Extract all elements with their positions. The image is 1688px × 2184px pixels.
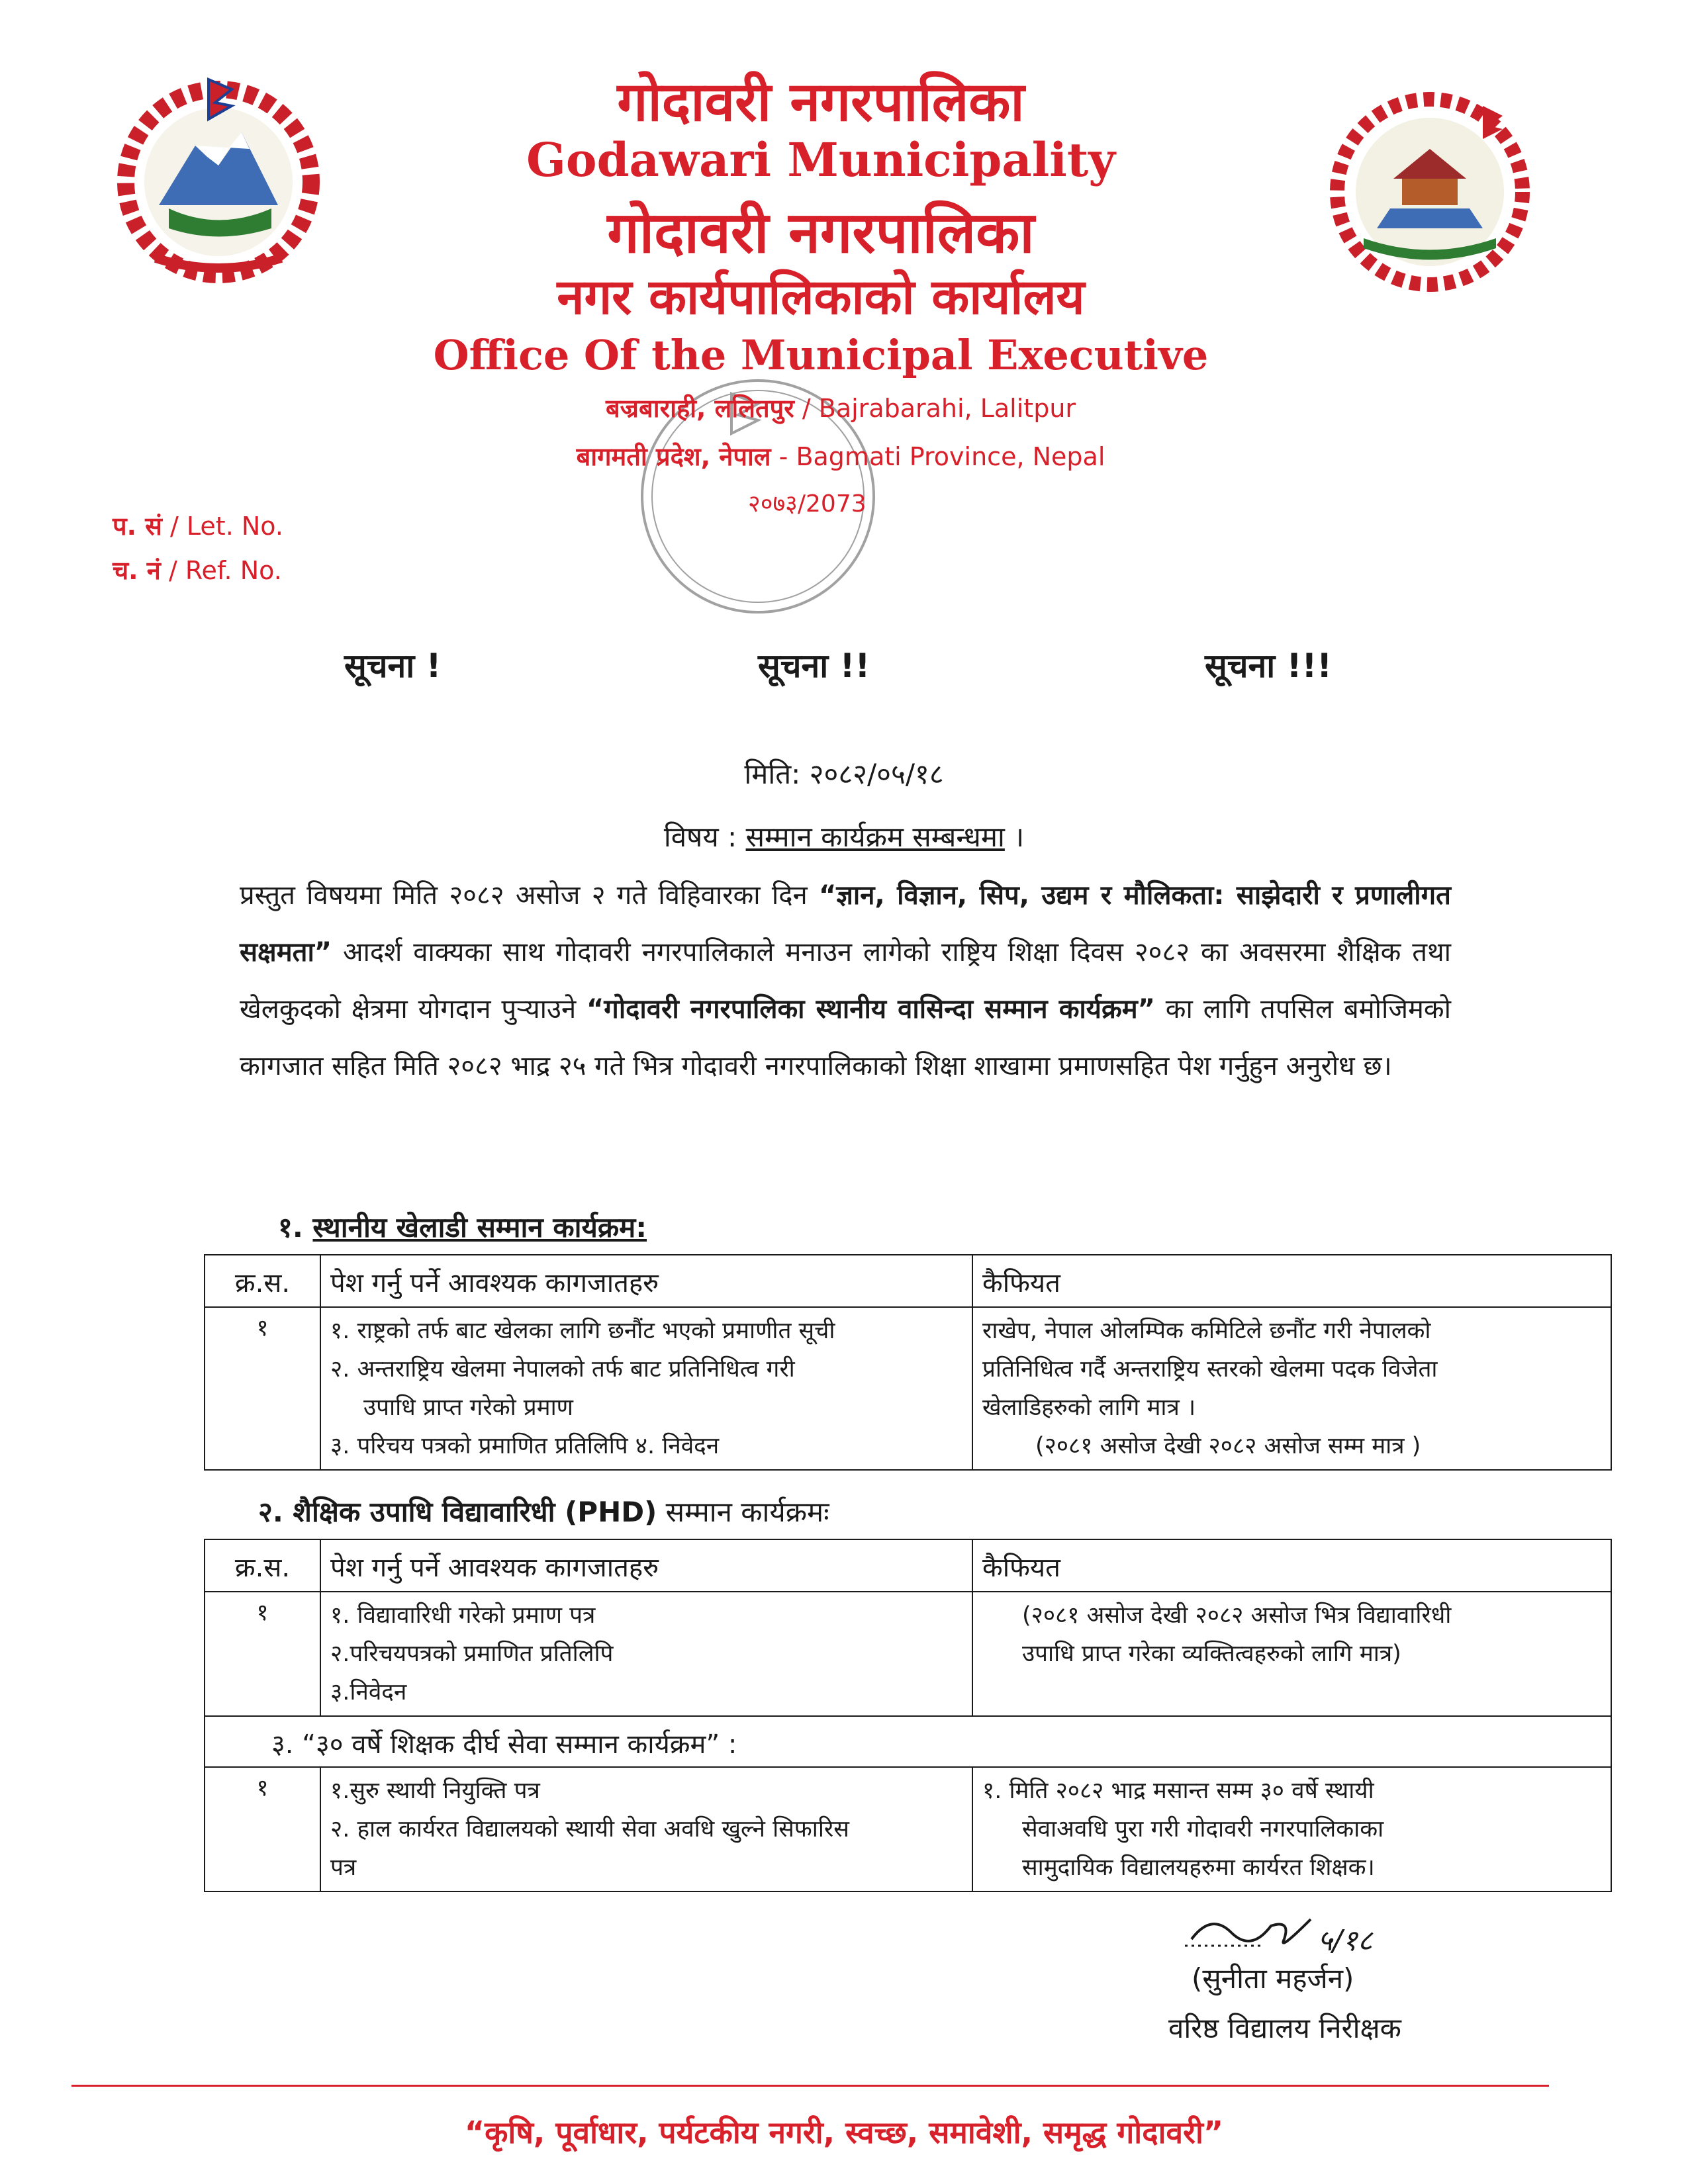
header-documents: पेश गर्नु पर्ने आवश्यक कागजातहरु — [320, 1255, 972, 1307]
footer-divider — [71, 2085, 1549, 2087]
municipality-name-np-stylized: गोदावरी नगरपालिका — [607, 200, 1035, 266]
subject-line — [0, 817, 1688, 855]
section-3-heading: ३. “३० वर्षे शिक्षक दीर्घ सेवा सम्मान कार्यक्रम” : — [205, 1716, 1611, 1767]
municipality-name-np: गोदावरी नगरपालिका — [617, 71, 1025, 134]
footer-motto: “कृषि, पूर्वाधार, पर्यटकीय नगरी, स्वच्छ, समावेशी, समृद्ध गोदावरी” — [464, 2115, 1224, 2150]
section-1-title: स्थानीय खेलाडी सम्मान कार्यक्रम: — [312, 1211, 647, 1244]
header-documents: पेश गर्नु पर्ने आवश्यक कागजातहरु — [320, 1539, 972, 1592]
address-1-en: Bajrabarahi, Lalitpur — [818, 394, 1076, 423]
signature-icon — [1185, 1899, 1331, 1959]
body-text-2: आदर्श वाक्यका साथ गोदावरी नगरपालिकाले मनाउन लागेको राष्ट्रिय शिक्षा दिवस २०८२ का अवसरमा शैक्षिक तथा खेलकुदको क्षेत्रमा योगदान पुर्‍याउने — [240, 937, 1451, 1024]
ref-no-en: Ref. No. — [185, 556, 282, 585]
section-2-title-rest: सम्मान कार्यक्रमः — [657, 1496, 829, 1528]
subject-label: विषय : — [663, 821, 737, 853]
document-item: पत्र — [330, 1854, 357, 1881]
document-item: २. अन्तराष्ट्रिय खेलमा नेपालको तर्फ बाट प्रतिनिधित्व गरी — [330, 1356, 795, 1383]
remark-line: १. मिति २०८२ भाद्र मसान्त सम्म ३० वर्षे स्थायी — [982, 1778, 1374, 1804]
subject-text: सम्मान कार्यक्रम सम्बन्धमा — [745, 821, 1005, 853]
table-header-row — [205, 1539, 1611, 1592]
body-text-3: का लागि तपसिल बमोजिमको कागजात सहित मिति २०८२ भाद्र २५ गते भित्र गोदावरी नगरपालिकाको शिक्षा शाखामा प्रमाणसहित पेश गर्नुहुन अनुरोध छ। — [240, 994, 1452, 1081]
address-line-2: बागमती प्रदेश, नेपाल - Bagmati Province, Nepal — [576, 442, 1105, 471]
remark-line: सेवाअवधि पुरा गरी गोदावरी नगरपालिकाका — [1022, 1816, 1384, 1843]
row-documents — [320, 1307, 972, 1470]
row-documents — [320, 1592, 972, 1716]
row-documents — [320, 1767, 972, 1891]
document-item: उपाधि प्राप्त गरेको प्रमाण — [363, 1394, 573, 1421]
row-remarks — [972, 1307, 1611, 1470]
row-sn: १ — [205, 1307, 320, 1470]
municipality-name-en: Godawari Municipality — [526, 132, 1115, 187]
document-item: २. हाल कार्यरत विद्यालयको स्थायी सेवा अवधि खुल्ने सिफारिस — [330, 1816, 849, 1843]
document-item: १. विद्यावारिधी गरेको प्रमाण पत्र — [330, 1602, 596, 1629]
section-1-number: १. — [278, 1211, 303, 1244]
body-paragraph — [240, 867, 1451, 1095]
remark-line: (२०८१ असोज देखी २०८२ असोज सम्म मात्र ) — [1035, 1433, 1421, 1459]
header-remarks: कैफियत — [972, 1539, 1611, 1592]
remark-line: उपाधि प्राप्त गरेका व्यक्तित्वहरुको लागि मात्र) — [1022, 1641, 1401, 1667]
header-sn: क्र.स. — [205, 1255, 320, 1307]
let-no-en: Let. No. — [186, 512, 283, 541]
section-2-heading — [258, 1492, 829, 1530]
section-1-heading — [278, 1208, 647, 1246]
let-no-np: प. सं — [113, 512, 162, 541]
subject-end: । — [1004, 821, 1025, 853]
document-item: १. राष्ट्रको तर्फ बाट खेलका लागि छनौंट भएको प्रमाणीत सूची — [330, 1318, 835, 1344]
address-line-1: बज्रबाराही, ललितपुर / Bajrabarahi, Lalitpur — [605, 394, 1076, 423]
header-remarks: कैफियत — [972, 1255, 1611, 1307]
signature-date: ५/१८ — [1317, 1924, 1373, 1958]
established-year: २०७३/2073 — [748, 490, 867, 518]
remark-line: राखेप, नेपाल ओलम्पिक कमिटिले छनौंट गरी नेपालको — [982, 1318, 1431, 1344]
office-name-np: नगर कार्यपालिकाको कार्यालय — [557, 269, 1085, 326]
body-program-name: “गोदावरी नगरपालिका स्थानीय वासिन्दा सम्मान कार्यक्रम” — [586, 994, 1155, 1024]
section-2-table — [204, 1539, 1612, 1892]
document-item: ३. परिचय पत्रको प्रमाणित प्रतिलिपि ४. निवेदन — [330, 1433, 720, 1459]
row-remarks — [972, 1767, 1611, 1891]
table-row — [205, 1307, 1611, 1470]
notice-heading-1: सूचना ! — [344, 647, 442, 685]
body-text-1: प्रस्तुत विषयमा मिति २०८२ असोज २ गते विहिवारका दिन — [240, 880, 819, 911]
signatory-title: वरिष्ठ विद्यालय निरीक्षक — [1168, 2012, 1401, 2044]
body-motto: “ज्ञान, विज्ञान, सिप, उद्यम र मौलिकता: साझेदारी र प्रणालीगत सक्षमता” — [240, 880, 1451, 968]
table-row — [205, 1767, 1611, 1891]
document-item: ३.निवेदन — [330, 1679, 407, 1706]
row-sn: १ — [205, 1767, 320, 1891]
document-item: १.सुरु स्थायी नियुक्ति पत्र — [330, 1778, 540, 1804]
row-sn: १ — [205, 1592, 320, 1716]
ref-no-np: च. नं — [113, 556, 161, 585]
section-3-heading-row — [205, 1716, 1611, 1767]
office-name-en: Office Of the Municipal Executive — [433, 331, 1209, 379]
address-2-np: बागमती प्रदेश, नेपाल — [576, 442, 771, 471]
notice-heading-2: सूचना !! — [758, 647, 870, 685]
notice-date: मिति: २०८२/०५/१८ — [744, 758, 944, 790]
document-item: २.परिचयपत्रको प्रमाणित प्रतिलिपि — [330, 1641, 614, 1667]
table-header-row — [205, 1255, 1611, 1307]
remark-line: (२०८१ असोज देखी २०८२ असोज भित्र विद्यावारिधी — [1022, 1602, 1452, 1629]
municipality-logo-icon — [1324, 79, 1536, 298]
section-2-title: २. शैक्षिक उपाधि विद्यावारिधी (PHD) — [258, 1496, 657, 1528]
address-1-np: बज्रबाराही, ललितपुर — [605, 394, 794, 423]
letter-number: प. सं / Let. No. — [113, 512, 283, 541]
reference-number: च. नं / Ref. No. — [113, 556, 282, 585]
nepal-emblem-icon — [109, 66, 328, 285]
remark-line: खेलाडिहरुको लागि मात्र । — [982, 1394, 1196, 1421]
row-remarks — [972, 1592, 1611, 1716]
remark-line: प्रतिनिधित्व गर्दै अन्तराष्ट्रिय स्तरको खेलमा पदक विजेता — [982, 1356, 1438, 1383]
notice-heading-3: सूचना !!! — [1205, 647, 1333, 685]
signatory-name: (सुनीता महर्जन) — [1192, 1962, 1354, 1995]
header-sn: क्र.स. — [205, 1539, 320, 1592]
table-row — [205, 1592, 1611, 1716]
remark-line: सामुदायिक विद्यालयहरुमा कार्यरत शिक्षक। — [1022, 1854, 1375, 1881]
section-1-table — [204, 1254, 1612, 1471]
address-2-en: Bagmati Province, Nepal — [796, 442, 1105, 471]
